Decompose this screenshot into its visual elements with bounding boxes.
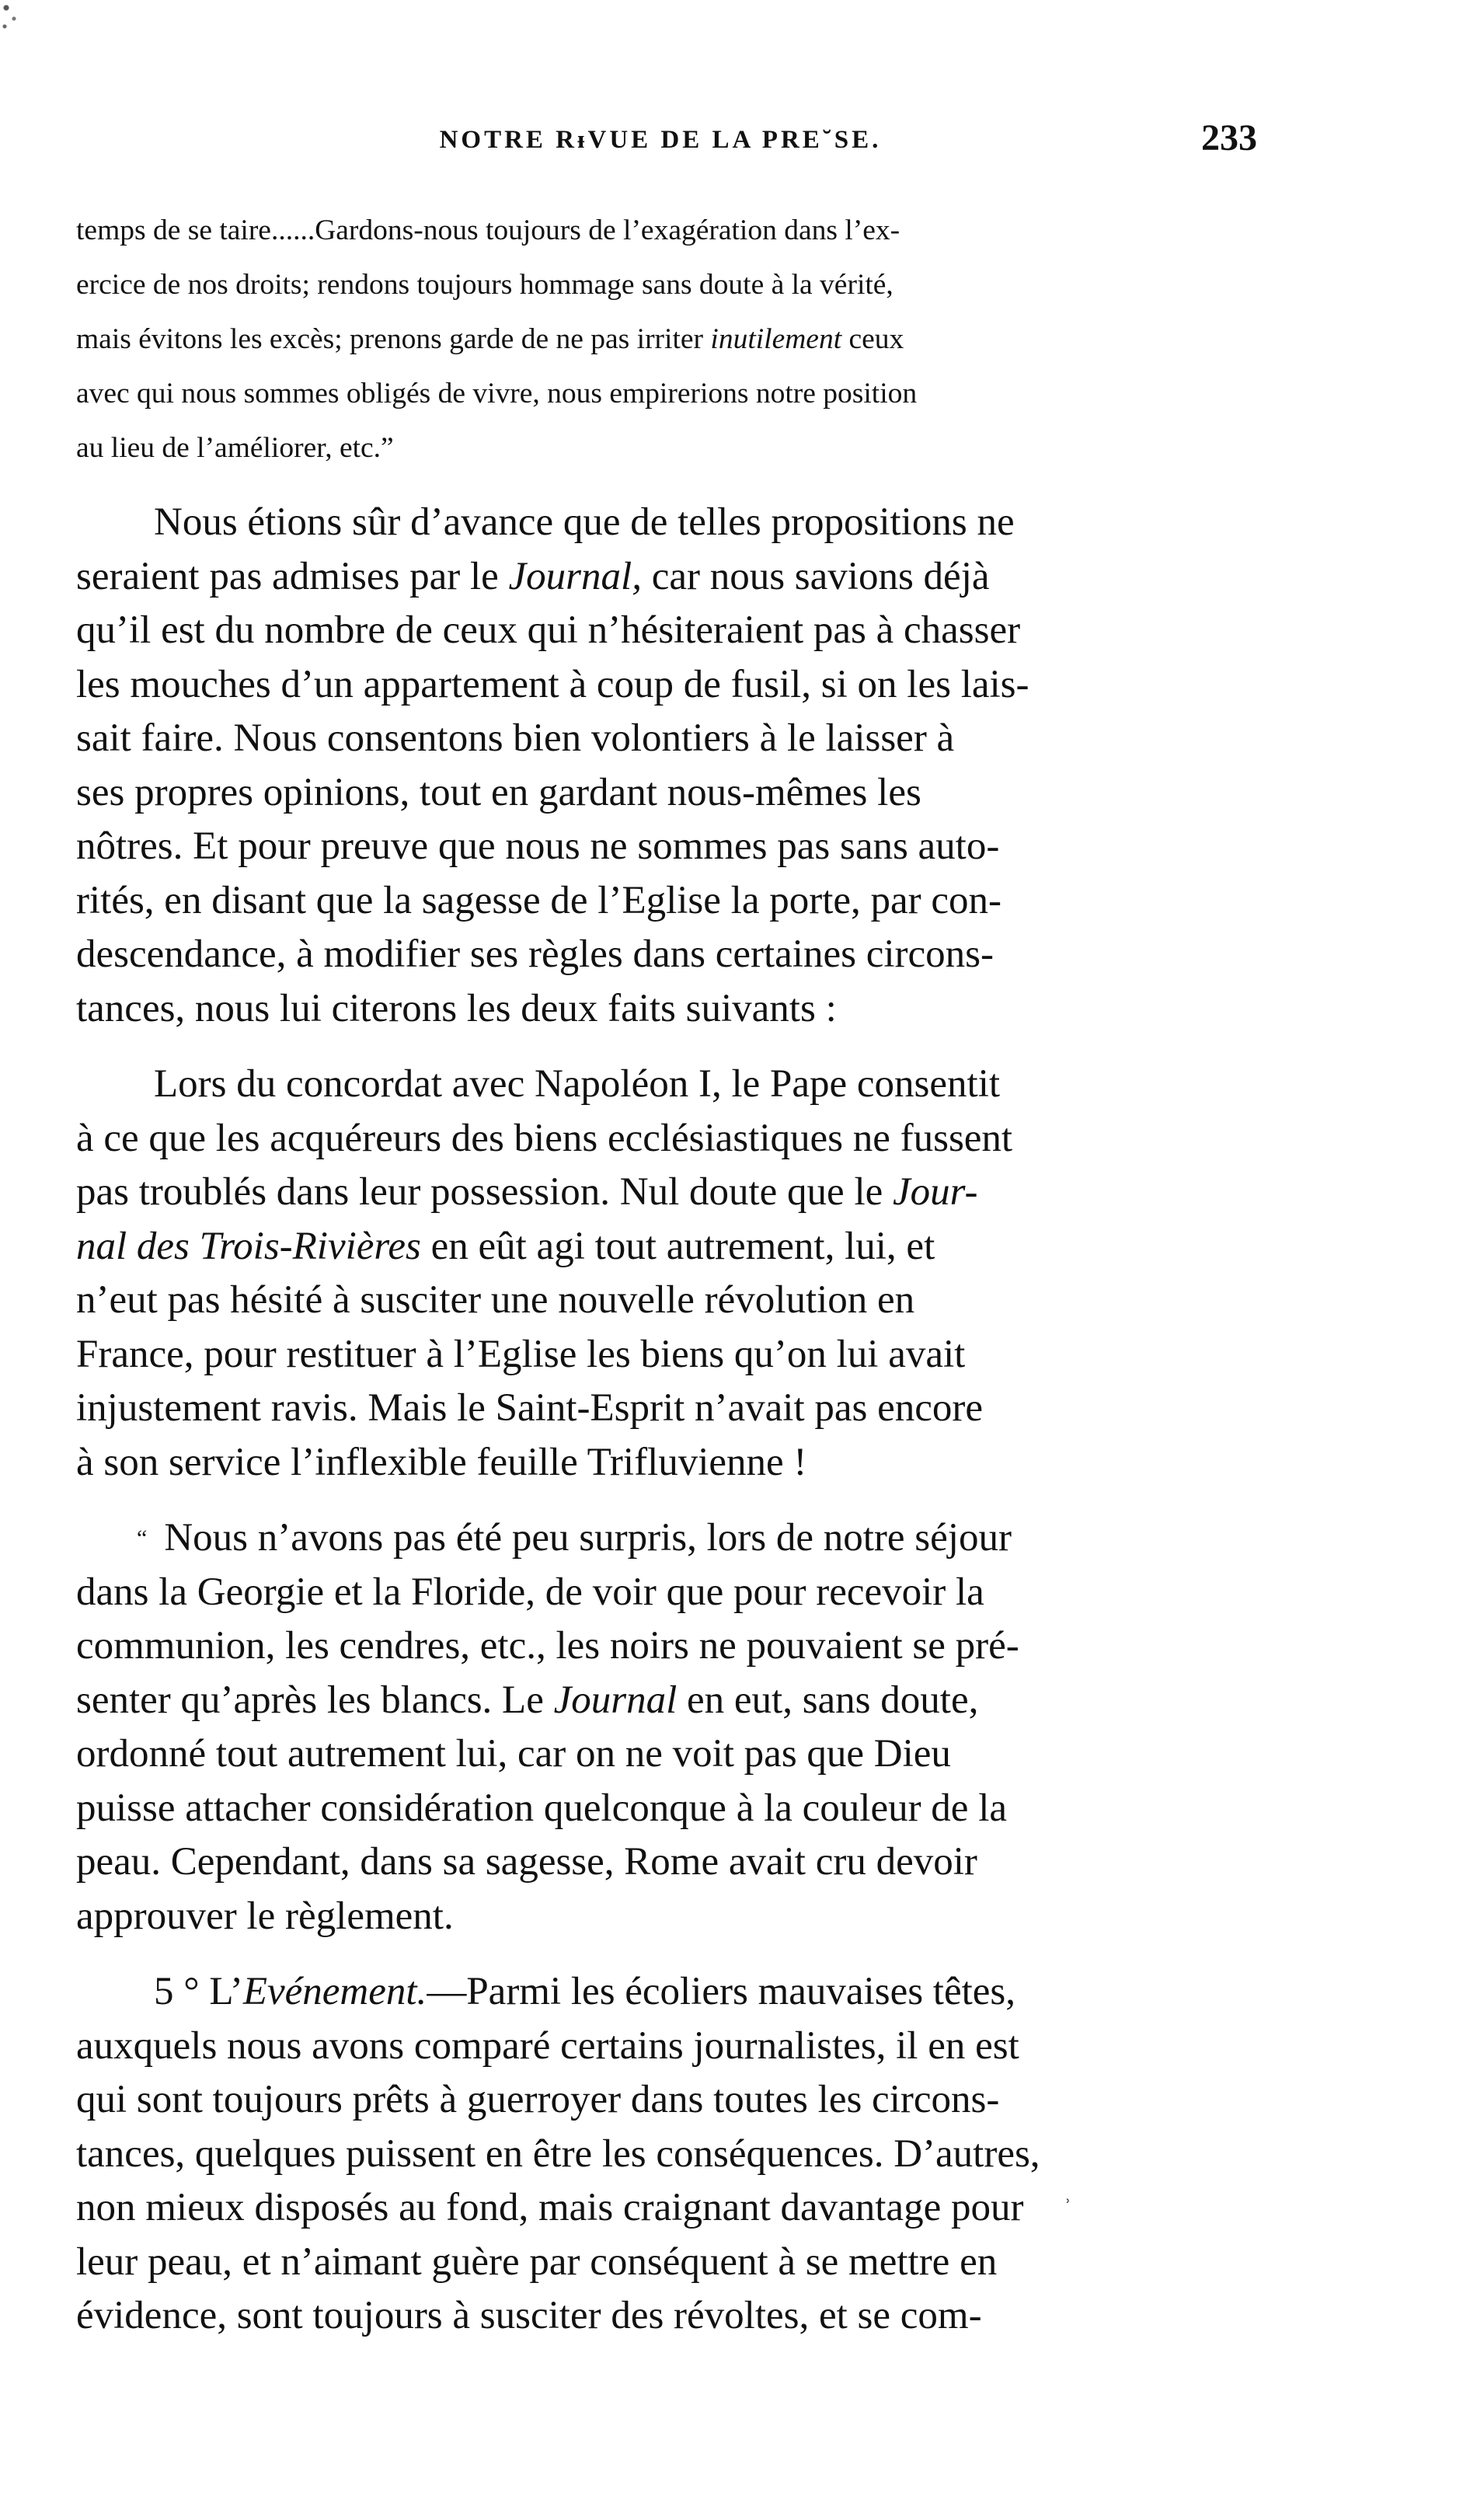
text-line: qu’il est du nombre de ceux qui n’hésiteraient pas à chasser (76, 608, 1021, 652)
text-line: dans la Georgie et la Floride, de voir que pour recevoir la (76, 1570, 984, 1614)
quote-line: temps de se taire......Gardons-nous toujours de l’exagération dans l’ex- (76, 214, 901, 246)
text-line: nôtres. Et pour preuve que nous ne sommes pas sans auto- (76, 824, 1000, 868)
text-line: France, pour restituer à l’Eglise les biens qu’on lui avait (76, 1332, 966, 1376)
quote-line: avec qui nous sommes obligés de vivre, nous empirerions notre position (76, 378, 918, 410)
text-line: peau. Cependant, dans sa sagesse, Rome avait cru devoir (76, 1840, 977, 1884)
quote-line: ercice de nos droits; rendons toujours hommage sans doute à la vérité, (76, 269, 894, 301)
text-line: n’eut pas hésité à susciter une nouvelle révolution en (76, 1278, 915, 1322)
running-header (70, 117, 1257, 171)
paragraph-gap (76, 1943, 1248, 1965)
text-line: rités, en disant que la sagesse de l’Eglise la porte, par con- (76, 878, 1002, 922)
text-line: leur peau, et n’aimant guère par conséquent à se mettre en (76, 2239, 998, 2284)
italic-word: Jour- (893, 1170, 978, 1214)
italic-word: Journal, (508, 554, 642, 598)
text-line: “ Nous n’avons pas été peu surpris, lors de notre séjour (137, 1516, 1012, 1560)
italic-phrase: nal des Trois-Rivières (76, 1224, 421, 1268)
paragraph-gap (76, 1490, 1248, 1511)
body-text (76, 204, 1248, 2344)
quote-line: au lieu de l’améliorer, etc.” (76, 432, 394, 464)
italic-word: inutilement (710, 323, 842, 355)
paragraph-gap (76, 1036, 1248, 1058)
text-line: tances, nous lui citerons les deux faits suivants : (76, 986, 837, 1030)
paragraph-2 (76, 1058, 1248, 1490)
text-line: nal des Trois-Rivières en eût agi tout autrement, lui, et (76, 1224, 935, 1268)
text-line: les mouches d’un appartement à coup de fusil, si on les lais- (76, 662, 1029, 706)
page-number: 233 (1201, 117, 1257, 159)
paragraph-3 (76, 1511, 1248, 1943)
text-line: auxquels nous avons comparé certains journalistes, il en est (76, 2023, 1019, 2068)
text-line: puisse attacher considération quelconque à la couleur de la (76, 1786, 1008, 1830)
text-line: ses propres opinions, tout en gardant nous-mêmes les (76, 770, 921, 814)
paragraph-4 (76, 1965, 1248, 2344)
text-line: senter qu’après les blancs. Le Journal en eut, sans doute, (76, 1678, 979, 1722)
text-line: qui sont toujours prêts à guerroyer dans toutes les circons- (76, 2078, 1000, 2121)
text-line: approuver le règlement. (76, 1894, 454, 1938)
paragraph-1 (76, 496, 1248, 1036)
stray-mark-left: “ (137, 1525, 148, 1551)
quote-line: mais évitons les excès; prenons garde de ne pas irriter inutilement ceux (76, 323, 904, 355)
text-line: Nous étions sûr d’avance que de telles propositions ne (154, 500, 1015, 544)
scan-corner-specks (0, 0, 26, 34)
text-line: seraient pas admises par le Journal, car nous savions déjà (76, 554, 990, 598)
main-text (76, 496, 1248, 2344)
text-line: tances, quelques puissent en être les conséquences. D’autres, (76, 2131, 1040, 2176)
text-line: descendance, à modifier ses règles dans certaines circons- (76, 932, 994, 976)
text-line: Lors du concordat avec Napoléon I, le Pape consentit (154, 1062, 1001, 1106)
text-line: non mieux disposés au fond, mais craignant davantage pour $^ʾ$ (76, 2186, 1071, 2229)
text-line: communion, les cendres, etc., les noirs ne pouvaient se pré- (76, 1624, 1019, 1668)
italic-title: Evénement. (242, 1970, 427, 2013)
text-line: ordonné tout autrement lui, car on ne voit pas que Dieu (76, 1732, 951, 1776)
text-line: injustement ravis. Mais le Saint-Esprit n’avait pas encore (76, 1386, 984, 1430)
text-line: 5 ° L’Evénement.—Parmi les écoliers mauvaises têtes, (154, 1970, 1016, 2013)
text-line: à son service l’inflexible feuille Trifluvienne ! (76, 1440, 807, 1484)
quoted-passage (76, 204, 1248, 476)
text-line: évidence, sont toujours à susciter des révoltes, et se com- (76, 2294, 982, 2337)
running-title: NOTRE RᵻVUE DE LA PRE˘SE. (439, 126, 882, 154)
stray-mark-right: ʾ (1064, 2196, 1071, 2220)
text-line: sait faire. Nous consentons bien volontiers à le laisser à (76, 716, 955, 760)
text-line: à ce que les acquéreurs des biens ecclésiastiques ne fussent (76, 1116, 1013, 1160)
text-line: pas troublés dans leur possession. Nul doute que le Jour- (76, 1170, 978, 1214)
italic-word: Journal (553, 1678, 678, 1722)
